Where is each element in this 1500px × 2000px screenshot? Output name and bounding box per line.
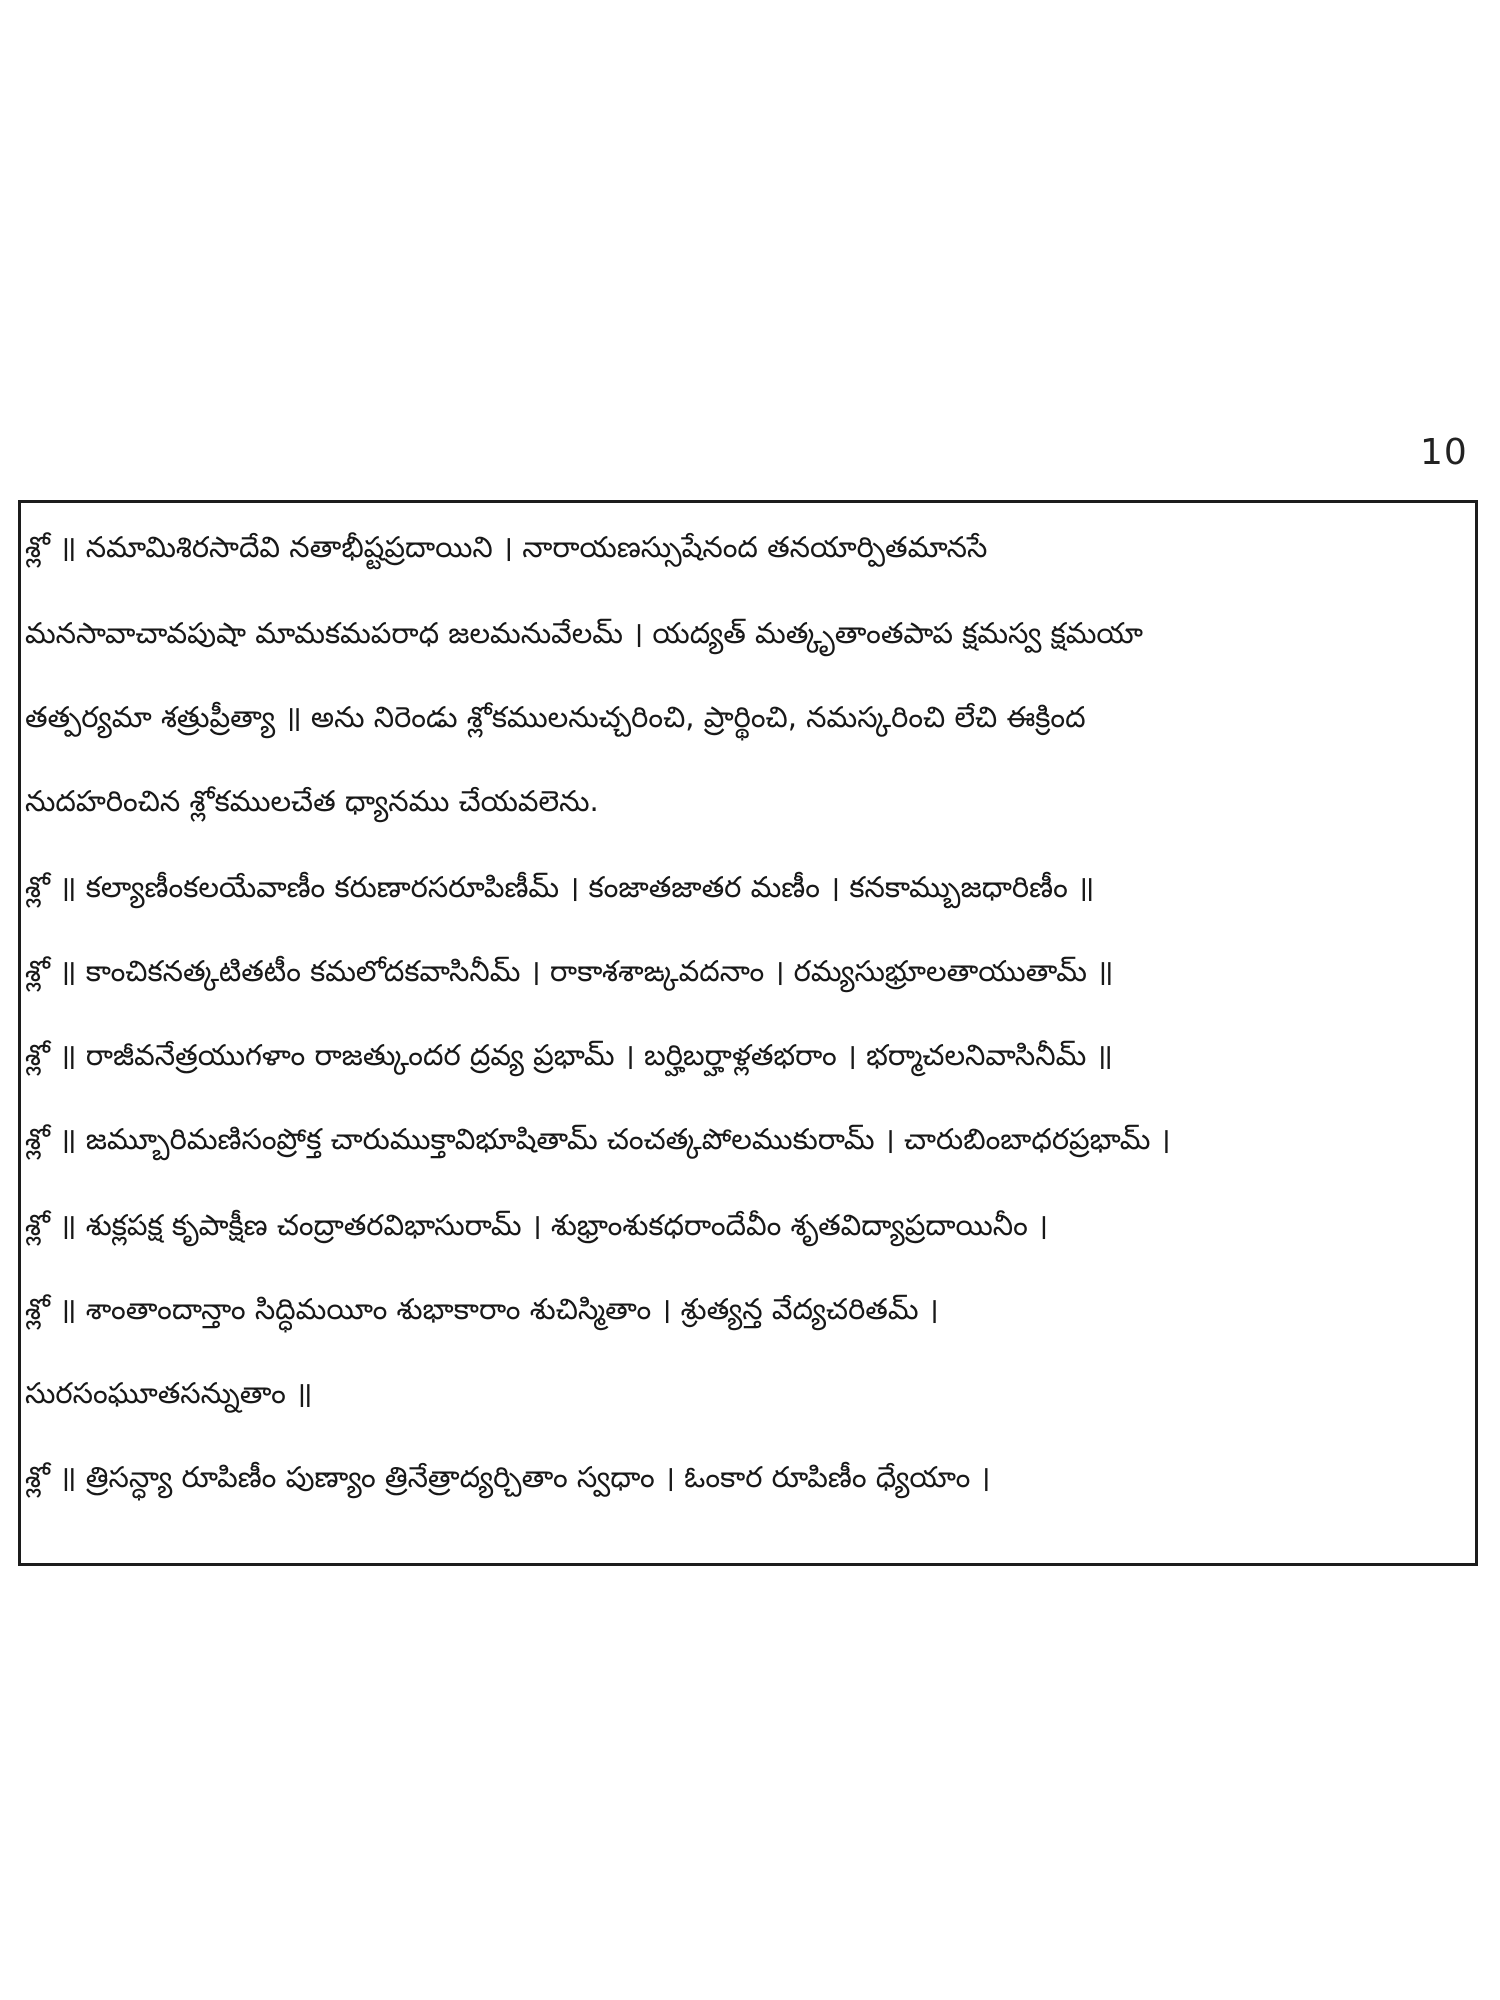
verse-line-3: తత్పర్యమా శత్రుప్రీత్యా ॥ అను నిరెండు శ్లోకములనుచ్చరించి, ప్రార్థించి, నమస్కరించి లేచి ఈక్రింద: [25, 700, 1086, 734]
verse-line-8: శ్లో ॥ జమ్బూరిమణిసంప్రోక్త చారుముక్తావిభూషితామ్ చంచత్కపోలముకురామ్ । చారుబింబాధరప్రభామ్ ।: [25, 1122, 1171, 1156]
verse-line-1: శ్లో ॥ నమామిశిరసాదేవి నతాభీష్టప్రదాయిని । నారాయణస్సుషేనంద తనయార్పితమానసే: [25, 530, 988, 564]
verse-line-10: శ్లో ॥ శాంతాందాన్తాం సిద్ధిమయీం శుభాకారాం శుచిస్మితాం । శ్రుత్యన్త వేద్యచరితమ్ ।: [25, 1292, 939, 1326]
verse-line-7: శ్లో ॥ రాజీవనేత్రయుగళాం రాజత్కుందర ద్రవ్య ప్రభామ్ । బర్హిబర్హాళ్లతభరాం । భర్మాచలనివాసినీమ్ ॥: [25, 1038, 1113, 1072]
verse-line-12: శ్లో ॥ త్రిసన్ధ్యా రూపిణీం పుణ్యాం త్రినేత్రాద్యర్చితాం స్వధాం । ఓంకార రూపిణీం ధ్యేయాం ।: [25, 1460, 991, 1494]
verse-line-2: మనసావాచావపుషా మామకమపరాధ జలమనువేలమ్ । యద్యత్ మత్కృతాంతపాప క్షమస్వ క్షమయా: [25, 616, 1144, 650]
verse-line-4: నుదహరించిన శ్లోకములచేత ధ్యానము చేయవలెను.: [25, 784, 599, 818]
page-number: 10: [1420, 432, 1468, 473]
verse-line-6: శ్లో ॥ కాంచికనత్కటితటీం కమలోదకవాసినీమ్ । రాకాశశాఙ్కవదనాం । రమ్యసుభ్రూలతాయుతామ్ ॥: [25, 954, 1114, 988]
verse-line-11: సురసంఘూతసన్నుతాం ॥: [25, 1376, 313, 1410]
verse-line-9: శ్లో ॥ శుక్లపక్ష కృపాక్షీణ చంద్రాతరవిభాసురామ్ । శుభ్రాంశుకధరాందేవీం శృతవిద్యాప్రదాయినీం ।: [25, 1208, 1049, 1242]
verse-line-5: శ్లో ॥ కల్యాణీంకలయేవాణీం కరుణారసరూపిణీమ్ । కంజాతజాతర మణీం । కనకామ్బుజధారిణీం ॥: [25, 870, 1095, 904]
verse-box: [18, 500, 1478, 1566]
